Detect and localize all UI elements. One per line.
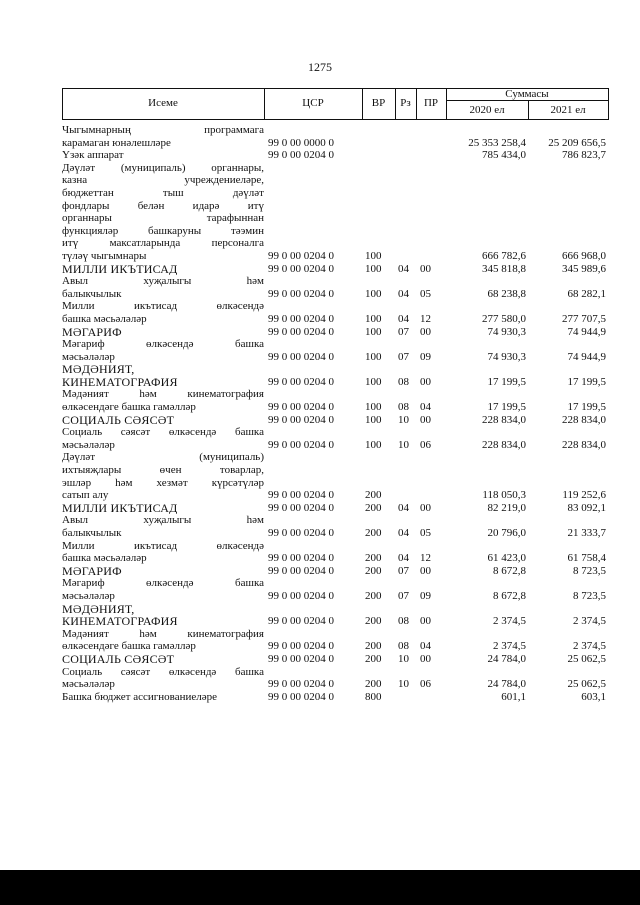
row-pr: 09 bbox=[420, 350, 431, 363]
row-amount-2021: 25 062,5 bbox=[567, 678, 606, 691]
row-vr: 200 bbox=[365, 678, 382, 691]
row-amount-2021: 119 252,6 bbox=[562, 489, 606, 502]
row-name bbox=[62, 653, 264, 666]
row-csr: 99 0 00 0204 0 bbox=[268, 589, 334, 602]
row-name bbox=[62, 149, 264, 162]
row-name bbox=[62, 124, 264, 149]
row-pr: 00 bbox=[420, 564, 431, 577]
scan-border-bar bbox=[0, 870, 640, 905]
row-name-line: органнары тарафыннан bbox=[62, 212, 264, 225]
row-rz: 08 bbox=[398, 640, 409, 653]
row-rz: 04 bbox=[398, 287, 409, 300]
row-amount-2021: 603,1 bbox=[581, 690, 606, 703]
table-row bbox=[62, 502, 608, 515]
row-name-line: Үзәк аппарат bbox=[62, 149, 124, 162]
row-pr: 12 bbox=[420, 312, 431, 325]
row-rz: 07 bbox=[398, 350, 409, 363]
row-csr: 99 0 00 0204 0 bbox=[268, 375, 334, 388]
row-amount-2020: 17 199,5 bbox=[487, 401, 526, 414]
row-name-line: балыкчылык bbox=[62, 527, 122, 539]
row-pr: 00 bbox=[420, 652, 431, 665]
table-row bbox=[62, 326, 608, 339]
row-name-line: башка мәсьәләләр bbox=[62, 312, 147, 325]
table-row bbox=[62, 363, 608, 388]
row-amount-2021: 228 834,0 bbox=[562, 413, 606, 426]
row-name bbox=[62, 502, 264, 515]
row-rz: 08 bbox=[398, 401, 409, 414]
table-body bbox=[62, 124, 608, 703]
row-csr: 99 0 00 0204 0 bbox=[268, 149, 334, 162]
row-csr: 99 0 00 0204 0 bbox=[268, 564, 334, 577]
row-name-line: Дәүләт (муниципаль) bbox=[62, 451, 264, 464]
row-name-line: карамаган юнәлешләре bbox=[62, 136, 171, 149]
row-amount-2020: 666 782,6 bbox=[482, 249, 526, 262]
row-amount-2020: 601,1 bbox=[501, 690, 526, 703]
table-row bbox=[62, 577, 608, 602]
row-vr: 100 bbox=[365, 401, 382, 414]
row-pr: 05 bbox=[420, 287, 431, 300]
row-name bbox=[62, 540, 264, 565]
row-name bbox=[62, 603, 264, 628]
row-amount-2021: 8 723,5 bbox=[573, 564, 606, 577]
row-amount-2021: 2 374,5 bbox=[573, 615, 606, 628]
row-name-line: КИНЕМАТОГРАФИЯ bbox=[62, 615, 178, 628]
row-name bbox=[62, 326, 264, 339]
row-name-line: сатып алу bbox=[62, 489, 109, 502]
row-name bbox=[62, 388, 264, 413]
row-csr: 99 0 00 0000 0 bbox=[268, 136, 334, 149]
row-amount-2020: 2 374,5 bbox=[493, 615, 526, 628]
row-amount-2020: 25 353 258,4 bbox=[468, 136, 526, 149]
table-row bbox=[62, 388, 608, 413]
row-name-line: бюджеттан тыш дәүләт bbox=[62, 186, 264, 199]
row-pr: 00 bbox=[420, 501, 431, 514]
row-pr: 05 bbox=[420, 527, 431, 539]
page-number: 1275 bbox=[308, 60, 332, 74]
row-vr: 100 bbox=[365, 413, 382, 426]
row-amount-2021: 2 374,5 bbox=[573, 640, 606, 653]
row-pr: 00 bbox=[420, 375, 431, 388]
header-sums: Суммасы bbox=[505, 88, 549, 100]
row-amount-2021: 68 282,1 bbox=[567, 287, 606, 300]
row-name-line: ихтыяҗлары өчен товарлар, bbox=[62, 464, 264, 477]
row-rz: 04 bbox=[398, 312, 409, 325]
row-vr: 100 bbox=[365, 312, 382, 325]
row-name-line: СОЦИАЛЬ СӘЯСӘТ bbox=[62, 652, 175, 666]
header-year-2021: 2021 ел bbox=[550, 104, 586, 116]
row-csr: 99 0 00 0204 0 bbox=[268, 501, 334, 514]
row-name-line: Милли икътисад өлкәсендә bbox=[62, 539, 264, 552]
row-rz: 04 bbox=[398, 262, 409, 275]
row-name bbox=[62, 577, 264, 602]
row-name-line: Авыл хуҗалыгы һәм bbox=[62, 514, 264, 527]
row-name-line: итү максатларында персоналга bbox=[62, 237, 264, 250]
row-name-line: КИНЕМАТОГРАФИЯ bbox=[62, 375, 178, 389]
row-pr: 09 bbox=[420, 589, 431, 602]
row-amount-2020: 228 834,0 bbox=[482, 413, 526, 426]
row-vr: 100 bbox=[365, 438, 382, 451]
row-amount-2021: 61 758,4 bbox=[567, 552, 606, 565]
table-row bbox=[62, 540, 608, 565]
row-name-line: Мәдәният һәм кинематография bbox=[62, 627, 264, 640]
row-csr: 99 0 00 0204 0 bbox=[268, 552, 334, 565]
row-csr: 99 0 00 0204 0 bbox=[268, 652, 334, 665]
row-pr: 00 bbox=[420, 262, 431, 275]
row-csr: 99 0 00 0204 0 bbox=[268, 401, 334, 414]
table-row bbox=[62, 691, 608, 704]
row-name bbox=[62, 300, 264, 325]
row-vr: 200 bbox=[365, 527, 382, 539]
table-header bbox=[62, 88, 608, 120]
header-rz: Рз bbox=[400, 97, 411, 109]
table-row bbox=[62, 653, 608, 666]
row-amount-2020: 8 672,8 bbox=[493, 589, 526, 602]
row-pr: 04 bbox=[420, 640, 431, 653]
header-csr: ЦСР bbox=[302, 97, 324, 109]
row-name-line: МӘГАРИФ bbox=[62, 325, 122, 339]
row-amount-2021: 83 092,1 bbox=[567, 501, 606, 514]
row-vr: 100 bbox=[365, 249, 382, 262]
row-name-line: Чыгымнарның программага bbox=[62, 124, 264, 136]
table-row bbox=[62, 263, 608, 276]
row-name-line: Мәгариф өлкәсендә башка bbox=[62, 577, 264, 590]
row-name-line: Дәүләт (муниципаль) органнары, bbox=[62, 161, 264, 174]
row-name bbox=[62, 666, 264, 691]
header-border-right bbox=[608, 88, 609, 120]
row-amount-2021: 786 823,7 bbox=[562, 149, 606, 162]
row-name bbox=[62, 363, 264, 388]
row-name bbox=[62, 426, 264, 451]
row-rz: 04 bbox=[398, 501, 409, 514]
table-row bbox=[62, 426, 608, 451]
row-name-line: Башка бюджет ассигнованиеләре bbox=[62, 690, 217, 703]
row-vr: 100 bbox=[365, 375, 382, 388]
row-csr: 99 0 00 0204 0 bbox=[268, 615, 334, 628]
table-row bbox=[62, 149, 608, 162]
row-csr: 99 0 00 0204 0 bbox=[268, 527, 334, 539]
row-amount-2021: 228 834,0 bbox=[562, 438, 606, 451]
row-vr: 200 bbox=[365, 489, 382, 502]
row-amount-2020: 24 784,0 bbox=[487, 678, 526, 691]
row-vr: 200 bbox=[365, 615, 382, 628]
header-bottom-border bbox=[62, 119, 608, 120]
row-vr: 200 bbox=[365, 552, 382, 565]
row-csr: 99 0 00 0204 0 bbox=[268, 438, 334, 451]
row-name bbox=[62, 263, 264, 276]
row-name-line: Милли икътисад өлкәсендә bbox=[62, 300, 264, 313]
row-csr: 99 0 00 0204 0 bbox=[268, 640, 334, 653]
row-name-line: мәсьәләләр bbox=[62, 589, 115, 602]
row-vr: 100 bbox=[365, 350, 382, 363]
row-rz: 04 bbox=[398, 552, 409, 565]
row-csr: 99 0 00 0204 0 bbox=[268, 312, 334, 325]
row-rz: 10 bbox=[398, 652, 409, 665]
row-csr: 99 0 00 0204 0 bbox=[268, 690, 334, 703]
row-csr: 99 0 00 0204 0 bbox=[268, 262, 334, 275]
row-amount-2020: 82 219,0 bbox=[487, 501, 526, 514]
row-csr: 99 0 00 0204 0 bbox=[268, 489, 334, 502]
row-vr: 200 bbox=[365, 501, 382, 514]
row-csr: 99 0 00 0204 0 bbox=[268, 678, 334, 691]
row-name-line: МӘГАРИФ bbox=[62, 564, 122, 578]
row-amount-2020: 228 834,0 bbox=[482, 438, 526, 451]
row-amount-2021: 74 944,9 bbox=[567, 325, 606, 338]
row-name bbox=[62, 628, 264, 653]
row-amount-2021: 25 209 656,5 bbox=[548, 136, 606, 149]
header-vr: ВР bbox=[371, 97, 386, 109]
row-name-line: МӘДӘНИЯТ, bbox=[62, 602, 135, 616]
row-rz: 07 bbox=[398, 589, 409, 602]
row-csr: 99 0 00 0204 0 bbox=[268, 249, 334, 262]
row-name-line: МИЛЛИ ИКЪТИСАД bbox=[62, 501, 178, 515]
row-rz: 10 bbox=[398, 413, 409, 426]
row-amount-2020: 68 238,8 bbox=[487, 287, 526, 300]
row-rz: 08 bbox=[398, 375, 409, 388]
table-row bbox=[62, 603, 608, 628]
row-amount-2021: 21 333,7 bbox=[567, 527, 606, 539]
table-row bbox=[62, 565, 608, 578]
table-row bbox=[62, 514, 608, 539]
row-amount-2020: 2 374,5 bbox=[493, 640, 526, 653]
row-amount-2021: 25 062,5 bbox=[567, 652, 606, 665]
row-name-line: Мәдәният һәм кинематография bbox=[62, 388, 264, 401]
table-row bbox=[62, 275, 608, 300]
row-amount-2020: 785 434,0 bbox=[482, 149, 526, 162]
row-amount-2020: 61 423,0 bbox=[487, 552, 526, 565]
row-name-line: түләү чыгымнары bbox=[62, 249, 147, 262]
row-vr: 200 bbox=[365, 589, 382, 602]
row-amount-2021: 17 199,5 bbox=[567, 375, 606, 388]
row-amount-2020: 118 050,3 bbox=[482, 489, 526, 502]
row-vr: 200 bbox=[365, 564, 382, 577]
row-amount-2021: 345 989,6 bbox=[562, 262, 606, 275]
row-name-line: МИЛЛИ ИКЪТИСАД bbox=[62, 262, 178, 276]
row-name-line: башка мәсьәләләр bbox=[62, 552, 147, 565]
row-pr: 00 bbox=[420, 413, 431, 426]
row-name bbox=[62, 451, 264, 501]
row-amount-2020: 74 930,3 bbox=[487, 350, 526, 363]
row-pr: 04 bbox=[420, 401, 431, 414]
row-name-line: фондлары белән идарә итү bbox=[62, 199, 264, 212]
table-row bbox=[62, 124, 608, 149]
row-name bbox=[62, 338, 264, 363]
row-rz: 10 bbox=[398, 438, 409, 451]
header-name: Исеме bbox=[148, 97, 178, 109]
row-vr: 800 bbox=[365, 690, 382, 703]
table-row bbox=[62, 338, 608, 363]
row-name-line: СОЦИАЛЬ СӘЯСӘТ bbox=[62, 413, 175, 427]
row-name-line: эшләр һәм хезмәт күрсәтүләр bbox=[62, 476, 264, 489]
row-name bbox=[62, 514, 264, 539]
row-name-line: мәсьәләләр bbox=[62, 350, 115, 363]
row-name-line: өлкәсендәге башка гамәлләр bbox=[62, 640, 196, 653]
row-name-line: функцияләр башкаруны тәэмин bbox=[62, 224, 264, 237]
row-amount-2020: 8 672,8 bbox=[493, 564, 526, 577]
row-name-line: Социаль сәясәт өлкәсендә башка bbox=[62, 665, 264, 678]
header-sums-divider bbox=[446, 100, 608, 101]
row-name bbox=[62, 162, 264, 263]
row-pr: 06 bbox=[420, 678, 431, 691]
row-name bbox=[62, 414, 264, 427]
row-name-line: мәсьәләләр bbox=[62, 438, 115, 451]
row-csr: 99 0 00 0204 0 bbox=[268, 287, 334, 300]
row-name bbox=[62, 565, 264, 578]
row-amount-2020: 345 818,8 bbox=[482, 262, 526, 275]
row-amount-2021: 666 968,0 bbox=[562, 249, 606, 262]
header-year-2020: 2020 ел bbox=[469, 104, 505, 116]
row-amount-2020: 74 930,3 bbox=[487, 325, 526, 338]
row-vr: 200 bbox=[365, 640, 382, 653]
row-name-line: балыкчылык bbox=[62, 287, 122, 300]
row-csr: 99 0 00 0204 0 bbox=[268, 325, 334, 338]
row-name bbox=[62, 691, 264, 704]
row-rz: 04 bbox=[398, 527, 409, 539]
table-row bbox=[62, 628, 608, 653]
row-csr: 99 0 00 0204 0 bbox=[268, 350, 334, 363]
row-name-line: Авыл хуҗалыгы һәм bbox=[62, 275, 264, 288]
row-amount-2020: 277 580,0 bbox=[482, 312, 526, 325]
row-amount-2021: 8 723,5 bbox=[573, 589, 606, 602]
row-name-line: Социаль сәясәт өлкәсендә башка bbox=[62, 426, 264, 439]
row-amount-2021: 277 707,5 bbox=[562, 312, 606, 325]
row-amount-2020: 17 199,5 bbox=[487, 375, 526, 388]
row-vr: 100 bbox=[365, 287, 382, 300]
table-row bbox=[62, 162, 608, 263]
table-row bbox=[62, 300, 608, 325]
row-vr: 100 bbox=[365, 325, 382, 338]
row-name bbox=[62, 275, 264, 300]
row-name-line: МӘДӘНИЯТ, bbox=[62, 363, 135, 376]
row-pr: 00 bbox=[420, 325, 431, 338]
table-row bbox=[62, 414, 608, 427]
row-name-line: мәсьәләләр bbox=[62, 678, 115, 691]
row-name-line: Мәгариф өлкәсендә башка bbox=[62, 338, 264, 351]
row-name-line: өлкәсендәге башка гамәлләр bbox=[62, 401, 196, 414]
row-vr: 100 bbox=[365, 262, 382, 275]
row-rz: 07 bbox=[398, 564, 409, 577]
row-amount-2020: 24 784,0 bbox=[487, 652, 526, 665]
row-rz: 07 bbox=[398, 325, 409, 338]
header-pr: ПР bbox=[423, 97, 439, 109]
row-vr: 200 bbox=[365, 652, 382, 665]
row-name-line: казна учреждениеләре, bbox=[62, 174, 264, 187]
row-amount-2020: 20 796,0 bbox=[487, 527, 526, 539]
row-rz: 08 bbox=[398, 615, 409, 628]
row-pr: 00 bbox=[420, 615, 431, 628]
row-amount-2021: 17 199,5 bbox=[567, 401, 606, 414]
row-amount-2021: 74 944,9 bbox=[567, 350, 606, 363]
table-row bbox=[62, 451, 608, 501]
row-csr: 99 0 00 0204 0 bbox=[268, 413, 334, 426]
table-row bbox=[62, 666, 608, 691]
row-rz: 10 bbox=[398, 678, 409, 691]
row-pr: 06 bbox=[420, 438, 431, 451]
row-pr: 12 bbox=[420, 552, 431, 565]
